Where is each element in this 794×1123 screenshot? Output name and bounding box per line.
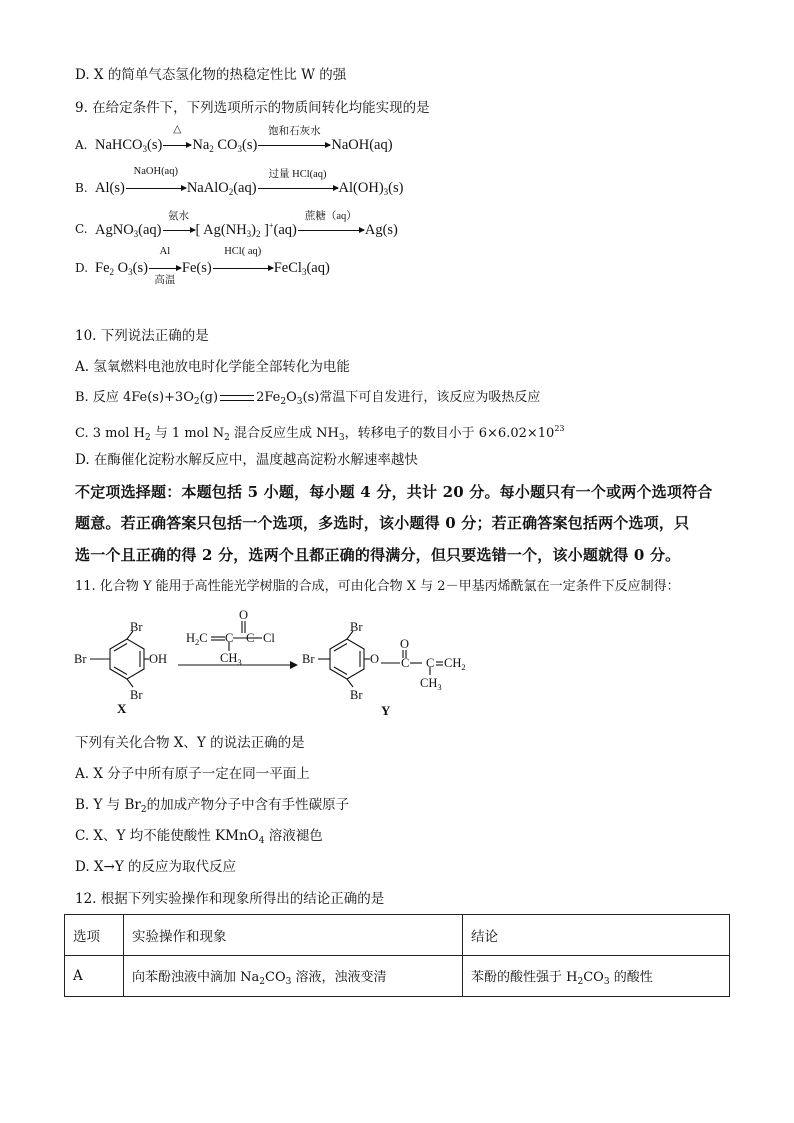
- cell-option: A: [65, 956, 124, 997]
- y-o-carbonyl: O: [400, 637, 410, 651]
- q10-option-d: D. 在酶催化淀粉水解反应中，温度越高淀粉水解速率越快: [75, 452, 418, 468]
- y-ch2: $CH_2$: [444, 656, 466, 672]
- x-br-top: Br: [130, 620, 143, 634]
- q9-option-b: B. Al(s) NaOH(aq) NaAlO$_2$(aq) 过量 HCl(aq) $Al(OH)_3(s)$: [75, 166, 404, 197]
- q9-option-c: C. AgNO$_3$(aq) 氨水 [ $Ag(NH_3)_2$ ]+(aq) 蔗糖（aq） Ag(s): [75, 211, 398, 239]
- q11-stem: 11. 化合物 Y 能用于高性能光学树脂的合成，可由化合物 X 与 2－甲基丙烯酰氯在一定条件下反应制得：: [75, 579, 680, 594]
- header-option: 选项: [65, 915, 124, 956]
- reagent-cl: Cl: [263, 631, 275, 645]
- reagent-ch3: $CH_3$: [220, 651, 242, 667]
- q11-option-a: A. X 分子中所有原子一定在同一平面上: [75, 766, 310, 782]
- x-oh: OH: [149, 652, 168, 666]
- y-ch3: $CH_3$: [420, 676, 442, 692]
- y-c: C: [401, 656, 410, 670]
- q12-stem: 12. 根据下列实验操作和现象所得出的结论正确的是: [75, 891, 385, 907]
- q11-option-b: B. Y 与 $Br_2$的加成产物分子中含有手性碳原子: [75, 797, 350, 815]
- reagent-c: C: [225, 631, 234, 645]
- q9-stem: 9. 在给定条件下，下列选项所示的物质间转化均能实现的是: [75, 100, 430, 116]
- header-conclusion: 结论: [463, 915, 730, 956]
- reaction-arrow: 饱和石灰水: [257, 137, 331, 154]
- q10-option-b: B. 反应 $4Fe(s)+3O_2(g)$ $2Fe_2O_3(s)$常温下可自发进行，该反应为吸热反应: [75, 390, 541, 407]
- cell-operation: 向苯酚浊液中滴加 $Na_2CO_3$ 溶液，浊液变清: [124, 956, 463, 997]
- q12-table: [64, 914, 730, 997]
- x-br-bottom: Br: [130, 688, 143, 702]
- cell-conclusion: 苯酚的酸性强于 $H_2CO_3$ 的酸性: [463, 956, 730, 997]
- y-br-left: Br: [302, 652, 315, 666]
- section-instruction-line-1: 不定项选择题：本题包括 5 小题，每小题 4 分，共计 20 分。每小题只有一个或两个选项符合: [75, 483, 713, 501]
- y-br-top: Br: [350, 620, 363, 634]
- y-c2: C: [426, 656, 435, 670]
- reaction-arrow: △: [162, 137, 192, 154]
- q11-reaction-scheme: [0, 605, 794, 725]
- reagent-o: O: [239, 608, 249, 622]
- q10-option-c: C. 3 mol $H_2$ 与 1 mol $N_2$ 混合反应生成 $NH_3$，转移电子的数目小于 $6\times 6.02\times 10^{23}$: [75, 424, 565, 443]
- q10-option-a: A. 氢氧燃料电池放电时化学能全部转化为电能: [75, 359, 350, 375]
- q8-option-d: D. X 的简单气态氢化物的热稳定性比 W 的强: [75, 67, 347, 83]
- section-instruction-line-2: 题意。若正确答案只包括一个选项，多选时，该小题得 0 分；若正确答案包括两个选项，只: [75, 514, 690, 532]
- compound-y-label: Y: [381, 703, 391, 718]
- section-instruction-line-3: 选一个且正确的得 2 分，选两个且都正确的得满分，但只要选错一个，该小题就得 0 分。: [75, 546, 681, 564]
- q11-option-c: C. X、Y 均不能使酸性 KMnO$_4$ 溶液褪色: [75, 828, 323, 846]
- reaction-arrow: Al 高温: [148, 260, 182, 277]
- reaction-arrow: 蔗糖（aq）: [297, 222, 365, 239]
- q9-option-d: D. $Fe_2$ $O_3(s)$ Al 高温 Fe(s) HCl( aq) FeCl$_3$(aq): [75, 246, 330, 286]
- reaction-arrow: HCl( aq): [212, 260, 274, 277]
- option-label: B.: [75, 181, 88, 195]
- table-header-row: [65, 915, 730, 956]
- compound-x-label: X: [117, 701, 127, 716]
- equilibrium-equals-sign: [220, 395, 254, 401]
- q11-sub-stem: 下列有关化合物 X、Y 的说法正确的是: [75, 735, 305, 751]
- option-label: A.: [75, 138, 88, 152]
- reagent-h2c: $H_2C$: [186, 631, 208, 647]
- header-operation: 实验操作和现象: [124, 915, 463, 956]
- q11-option-d: D. X→Y 的反应为取代反应: [75, 859, 237, 875]
- table-row: [65, 956, 730, 997]
- q9-option-a: A. NaHCO$_3$(s) △ $Na_2$ $CO_3(s)$ 饱和石灰水 NaOH(aq): [75, 124, 393, 154]
- option-label: D.: [75, 261, 89, 275]
- y-br-bottom: Br: [350, 688, 363, 702]
- x-br-left: Br: [74, 652, 87, 666]
- reaction-arrow: NaOH(aq): [125, 180, 187, 197]
- reaction-arrow: 过量 HCl(aq): [257, 180, 339, 197]
- reaction-arrow: 氨水: [162, 222, 196, 239]
- option-label: C.: [75, 222, 88, 236]
- q10-stem: 10. 下列说法正确的是: [75, 328, 209, 344]
- y-o: O: [370, 652, 380, 666]
- reagent-c2: C: [246, 631, 255, 645]
